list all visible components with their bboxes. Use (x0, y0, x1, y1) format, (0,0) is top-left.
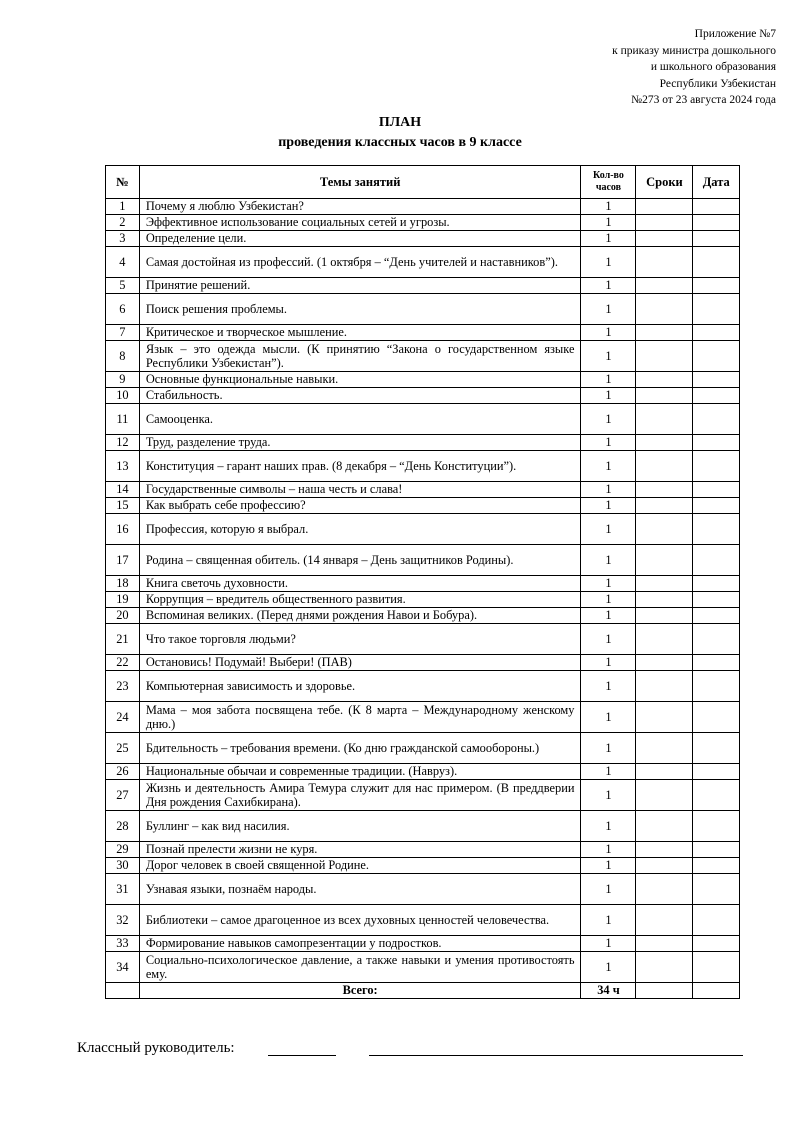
row-term-cell[interactable] (636, 764, 693, 780)
row-date-cell[interactable] (693, 576, 740, 592)
row-hours: 1 (581, 451, 636, 482)
table-row (106, 341, 740, 372)
row-number: 4 (106, 247, 140, 278)
name-line[interactable] (369, 1055, 743, 1056)
table-row (106, 325, 740, 341)
row-topic: Социально-психологическое давление, а также навыки и умения противостоять ему. (139, 952, 581, 983)
row-term-cell[interactable] (636, 952, 693, 983)
row-hours: 1 (581, 404, 636, 435)
row-date-cell[interactable] (693, 842, 740, 858)
row-term-cell[interactable] (636, 247, 693, 278)
row-date-cell[interactable] (693, 231, 740, 247)
row-date-cell[interactable] (693, 325, 740, 341)
table-row (106, 231, 740, 247)
row-hours: 1 (581, 608, 636, 624)
row-hours: 1 (581, 874, 636, 905)
row-topic: Почему я люблю Узбекистан? (139, 199, 581, 215)
row-term-cell[interactable] (636, 874, 693, 905)
row-hours: 1 (581, 247, 636, 278)
row-date-cell[interactable] (693, 294, 740, 325)
table-row (106, 936, 740, 952)
row-term-cell[interactable] (636, 905, 693, 936)
row-number: 3 (106, 231, 140, 247)
row-date-cell[interactable] (693, 388, 740, 404)
row-term-cell[interactable] (636, 294, 693, 325)
row-topic: Дорог человек в своей священной Родине. (139, 858, 581, 874)
row-term-cell[interactable] (636, 592, 693, 608)
row-date-cell[interactable] (693, 936, 740, 952)
table-row (106, 624, 740, 655)
row-topic: Компьютерная зависимость и здоровье. (139, 671, 581, 702)
header-topic: Темы занятий (139, 166, 581, 199)
row-hours: 1 (581, 842, 636, 858)
table-row (106, 592, 740, 608)
table-row (106, 842, 740, 858)
row-number: 21 (106, 624, 140, 655)
title-plan: ПЛАН (378, 115, 422, 130)
row-date-cell[interactable] (693, 514, 740, 545)
row-number: 23 (106, 671, 140, 702)
row-hours: 1 (581, 294, 636, 325)
row-hours: 1 (581, 498, 636, 514)
total-date-cell (693, 983, 740, 999)
row-topic: Узнавая языки, познаём народы. (139, 874, 581, 905)
table-row (106, 247, 740, 278)
row-hours: 1 (581, 372, 636, 388)
row-term-cell[interactable] (636, 608, 693, 624)
row-number: 17 (106, 545, 140, 576)
row-term-cell[interactable] (636, 278, 693, 294)
row-topic: Мама – моя забота посвящена тебе. (К 8 марта – Международному женскому дню.) (139, 702, 581, 733)
row-hours: 1 (581, 780, 636, 811)
row-hours: 1 (581, 341, 636, 372)
appendix-line: и школьного образования (650, 61, 776, 73)
row-date-cell[interactable] (693, 592, 740, 608)
row-term-cell[interactable] (636, 435, 693, 451)
row-date-cell[interactable] (693, 404, 740, 435)
table-row (106, 451, 740, 482)
row-topic: Самая достойная из профессий. (1 октября – “День учителей и наставников”). (139, 247, 581, 278)
header-num: № (106, 166, 140, 199)
row-date-cell[interactable] (693, 199, 740, 215)
row-topic: Язык – это одежда мысли. (К принятию “Закона о государственном языке Республики Узбекистан”). (139, 341, 581, 372)
row-hours: 1 (581, 733, 636, 764)
row-date-cell[interactable] (693, 608, 740, 624)
row-date-cell[interactable] (693, 435, 740, 451)
row-topic: Основные функциональные навыки. (139, 372, 581, 388)
table-row (106, 780, 740, 811)
row-term-cell[interactable] (636, 498, 693, 514)
row-topic: Буллинг – как вид насилия. (139, 811, 581, 842)
row-number: 16 (106, 514, 140, 545)
row-topic: Библиотеки – самое драгоценное из всех духовных ценностей человечества. (139, 905, 581, 936)
row-date-cell[interactable] (693, 278, 740, 294)
row-hours: 1 (581, 388, 636, 404)
row-topic: Критическое и творческое мышление. (139, 325, 581, 341)
row-date-cell[interactable] (693, 341, 740, 372)
row-number: 33 (106, 936, 140, 952)
row-term-cell[interactable] (636, 936, 693, 952)
row-number: 29 (106, 842, 140, 858)
row-term-cell[interactable] (636, 341, 693, 372)
row-term-cell[interactable] (636, 215, 693, 231)
row-topic: Государственные символы – наша честь и слава! (139, 482, 581, 498)
row-topic: Что такое торговля людьми? (139, 624, 581, 655)
row-topic: Самооценка. (139, 404, 581, 435)
row-hours: 1 (581, 592, 636, 608)
table-row (106, 905, 740, 936)
row-term-cell[interactable] (636, 811, 693, 842)
row-number: 2 (106, 215, 140, 231)
row-topic: Остановись! Подумай! Выбери! (ПАВ) (139, 655, 581, 671)
row-hours: 1 (581, 278, 636, 294)
row-topic: Вспоминая великих. (Перед днями рождения Навои и Бобура). (139, 608, 581, 624)
row-topic: Национальные обычаи и современные традиции. (Навруз). (139, 764, 581, 780)
row-number: 30 (106, 858, 140, 874)
row-term-cell[interactable] (636, 780, 693, 811)
row-term-cell[interactable] (636, 858, 693, 874)
table-row (106, 215, 740, 231)
row-term-cell[interactable] (636, 451, 693, 482)
table-row (106, 874, 740, 905)
table-row (106, 608, 740, 624)
row-hours: 1 (581, 215, 636, 231)
appendix-line: №273 от 23 августа 2024 года (631, 94, 776, 106)
table-row (106, 278, 740, 294)
total-empty-cell (106, 983, 140, 999)
row-number: 12 (106, 435, 140, 451)
row-date-cell[interactable] (693, 482, 740, 498)
row-date-cell[interactable] (693, 905, 740, 936)
row-number: 27 (106, 780, 140, 811)
row-number: 15 (106, 498, 140, 514)
row-number: 26 (106, 764, 140, 780)
row-topic: Родина – священная обитель. (14 января – День защитников Родины). (139, 545, 581, 576)
row-term-cell[interactable] (636, 624, 693, 655)
row-hours: 1 (581, 199, 636, 215)
table-row (106, 199, 740, 215)
row-topic: Эффективное использование социальных сетей и угрозы. (139, 215, 581, 231)
row-term-cell[interactable] (636, 199, 693, 215)
table-row (106, 671, 740, 702)
row-number: 13 (106, 451, 140, 482)
table-row (106, 764, 740, 780)
row-number: 10 (106, 388, 140, 404)
row-term-cell[interactable] (636, 671, 693, 702)
row-topic: Бдительность – требования времени. (Ко дню гражданской самообороны.) (139, 733, 581, 764)
row-number: 6 (106, 294, 140, 325)
table-row (106, 388, 740, 404)
appendix-line: к приказу министра дошкольного (612, 44, 776, 57)
row-hours: 1 (581, 952, 636, 983)
row-hours: 1 (581, 905, 636, 936)
row-date-cell[interactable] (693, 764, 740, 780)
row-hours: 1 (581, 764, 636, 780)
row-hours: 1 (581, 858, 636, 874)
row-date-cell[interactable] (693, 498, 740, 514)
table-row (106, 498, 740, 514)
header-date: Дата (693, 166, 740, 199)
row-date-cell[interactable] (693, 811, 740, 842)
row-hours: 1 (581, 325, 636, 341)
row-number: 18 (106, 576, 140, 592)
row-topic: Определение цели. (139, 231, 581, 247)
row-term-cell[interactable] (636, 482, 693, 498)
row-hours: 1 (581, 936, 636, 952)
table-body (106, 199, 740, 983)
row-hours: 1 (581, 545, 636, 576)
row-date-cell[interactable] (693, 624, 740, 655)
total-label: Всего: (139, 983, 581, 999)
row-date-cell[interactable] (693, 702, 740, 733)
row-term-cell[interactable] (636, 372, 693, 388)
row-number: 25 (106, 733, 140, 764)
table-header-row (106, 166, 740, 199)
row-hours: 1 (581, 514, 636, 545)
row-number: 7 (106, 325, 140, 341)
total-term-cell (636, 983, 693, 999)
row-term-cell[interactable] (636, 514, 693, 545)
row-topic: Поиск решения проблемы. (139, 294, 581, 325)
table-row (106, 294, 740, 325)
table-row (106, 858, 740, 874)
document-title (0, 113, 800, 153)
appendix-note (476, 26, 776, 109)
row-number: 28 (106, 811, 140, 842)
row-term-cell[interactable] (636, 576, 693, 592)
row-number: 24 (106, 702, 140, 733)
appendix-line: Приложение №7 (694, 28, 776, 40)
table-row (106, 952, 740, 983)
row-hours: 1 (581, 624, 636, 655)
row-topic: Жизнь и деятельность Амира Темура служит для нас примером. (В преддверии Дня рождения Сахибкирана). (139, 780, 581, 811)
row-topic: Формирование навыков самопрезентации у подростков. (139, 936, 581, 952)
row-number: 5 (106, 278, 140, 294)
row-number: 9 (106, 372, 140, 388)
row-topic: Познай прелести жизни не куря. (139, 842, 581, 858)
table-row (106, 702, 740, 733)
row-term-cell[interactable] (636, 655, 693, 671)
row-term-cell[interactable] (636, 325, 693, 341)
row-number: 31 (106, 874, 140, 905)
row-date-cell[interactable] (693, 874, 740, 905)
row-topic: Труд, разделение труда. (139, 435, 581, 451)
row-topic: Стабильность. (139, 388, 581, 404)
title-subtitle: проведения классных часов в 9 классе (278, 135, 522, 150)
table-row (106, 404, 740, 435)
table-row (106, 576, 740, 592)
row-number: 14 (106, 482, 140, 498)
row-hours: 1 (581, 655, 636, 671)
row-number: 34 (106, 952, 140, 983)
row-topic: Конституция – гарант наших прав. (8 декабря – “День Конституции”). (139, 451, 581, 482)
row-topic: Как выбрать себе профессию? (139, 498, 581, 514)
row-term-cell[interactable] (636, 388, 693, 404)
table-row (106, 514, 740, 545)
table-row (106, 655, 740, 671)
row-number: 8 (106, 341, 140, 372)
row-hours: 1 (581, 576, 636, 592)
appendix-line: Республики Узбекистан (659, 77, 776, 90)
header-count: Кол-во часов (581, 166, 636, 199)
row-term-cell[interactable] (636, 842, 693, 858)
row-date-cell[interactable] (693, 655, 740, 671)
row-term-cell[interactable] (636, 733, 693, 764)
table-row (106, 811, 740, 842)
row-topic: Коррупция – вредитель общественного развития. (139, 592, 581, 608)
row-date-cell[interactable] (693, 451, 740, 482)
row-number: 22 (106, 655, 140, 671)
row-hours: 1 (581, 671, 636, 702)
row-number: 20 (106, 608, 140, 624)
row-date-cell[interactable] (693, 780, 740, 811)
total-value: 34 ч (581, 983, 636, 999)
row-date-cell[interactable] (693, 247, 740, 278)
row-hours: 1 (581, 231, 636, 247)
class-teacher-label: Классный руководитель: (77, 1040, 235, 1056)
plan-table (105, 165, 740, 999)
table-row (106, 733, 740, 764)
table-row (106, 372, 740, 388)
row-term-cell[interactable] (636, 231, 693, 247)
row-term-cell[interactable] (636, 702, 693, 733)
row-number: 11 (106, 404, 140, 435)
row-hours: 1 (581, 482, 636, 498)
row-number: 32 (106, 905, 140, 936)
table-row (106, 435, 740, 451)
row-topic: Принятие решений. (139, 278, 581, 294)
table-row (106, 545, 740, 576)
row-hours: 1 (581, 702, 636, 733)
header-term: Сроки (636, 166, 693, 199)
row-hours: 1 (581, 435, 636, 451)
row-term-cell[interactable] (636, 545, 693, 576)
signature-line[interactable] (268, 1055, 336, 1056)
table-row (106, 482, 740, 498)
row-term-cell[interactable] (636, 404, 693, 435)
row-topic: Профессия, которую я выбрал. (139, 514, 581, 545)
row-date-cell[interactable] (693, 372, 740, 388)
row-date-cell[interactable] (693, 215, 740, 231)
row-hours: 1 (581, 811, 636, 842)
row-topic: Книга светочь духовности. (139, 576, 581, 592)
row-number: 1 (106, 199, 140, 215)
row-number: 19 (106, 592, 140, 608)
row-date-cell[interactable] (693, 952, 740, 983)
row-date-cell[interactable] (693, 733, 740, 764)
row-date-cell[interactable] (693, 671, 740, 702)
total-row (106, 983, 740, 999)
row-date-cell[interactable] (693, 858, 740, 874)
row-date-cell[interactable] (693, 545, 740, 576)
